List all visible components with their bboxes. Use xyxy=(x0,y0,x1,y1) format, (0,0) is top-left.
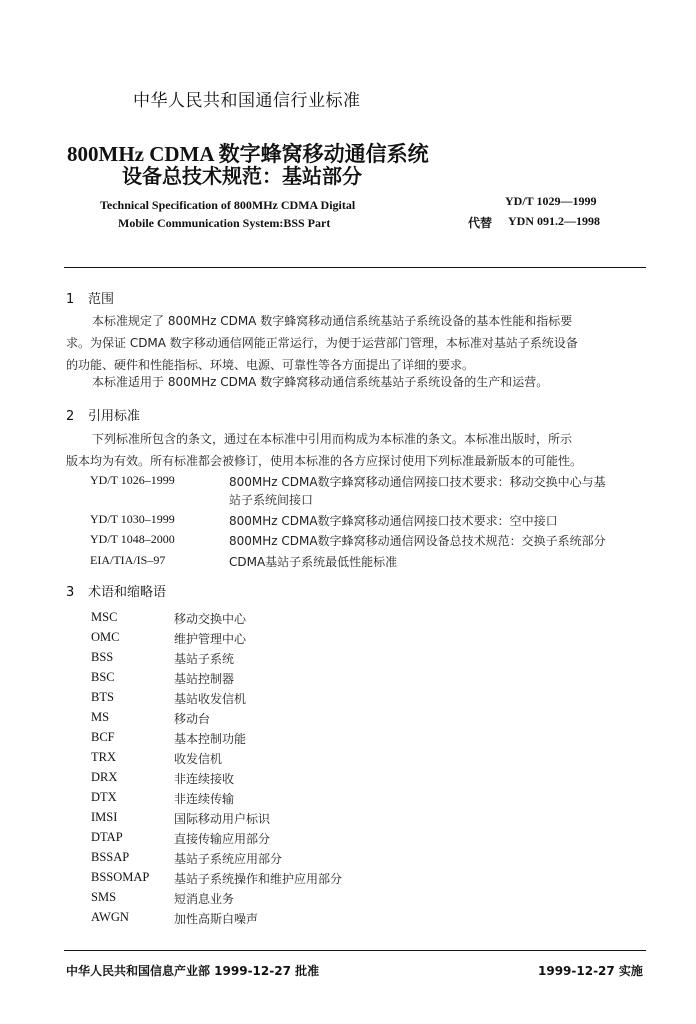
abbreviation: MSC xyxy=(91,610,118,624)
abbreviation: AWGN xyxy=(91,910,129,924)
reference-code: YD/T 1048–2000 xyxy=(90,532,175,546)
paragraph-line: 下列标准所包含的条文，通过在本标准中引用而构成为本标准的条文。本标准出版时，所示 xyxy=(92,432,573,446)
reference-title-continued: 站子系统间接口 xyxy=(229,493,314,507)
section-title: 术语和缩略语 xyxy=(88,585,167,600)
abbreviation: BSC xyxy=(91,670,115,684)
abbreviation: TRX xyxy=(91,750,116,764)
paragraph-line: 版本均为有效。所有标准都会被修订，使用本标准的各方应探讨使用下列标准最新版本的可能性。 xyxy=(66,454,583,468)
abbreviation-definition: 移动台 xyxy=(174,712,211,726)
section-number: 2 xyxy=(66,409,75,424)
section-number: 1 xyxy=(66,292,75,307)
section-number: 3 xyxy=(66,585,75,600)
abbreviation-definition: 短消息业务 xyxy=(174,892,235,906)
abbreviation: SMS xyxy=(91,890,117,904)
publishing-org-header: 中华人民共和国通信行业标准 xyxy=(133,91,361,111)
abbreviation-definition: 非连续接收 xyxy=(174,772,235,786)
paragraph-line: 的功能、硬件和性能指标、环境、电源、可靠性等各方面提出了详细的要求。 xyxy=(66,358,475,372)
reference-title: 800MHz CDMA数字蜂窝移动通信网设备总技术规范：交换子系统部分 xyxy=(229,534,606,548)
replaced-standard-number: YDN 091.2—1998 xyxy=(508,214,600,228)
paragraph-line: 本标准规定了 800MHz CDMA 数字蜂窝移动通信系统基站子系统设备的基本性能和指标要 xyxy=(92,314,573,328)
abbreviation-definition: 非连续传输 xyxy=(174,792,235,806)
abbreviation-definition: 直接传输应用部分 xyxy=(174,832,271,846)
abbreviation-definition: 基本控制功能 xyxy=(174,732,247,746)
abbreviation: BSSOMAP xyxy=(91,870,150,884)
header-divider xyxy=(64,267,646,268)
abbreviation-definition: 基站子系统 xyxy=(174,652,235,666)
abbreviation: BSS xyxy=(91,650,114,664)
abbreviation: DTX xyxy=(91,790,117,804)
reference-title: CDMA基站子系统最低性能标准 xyxy=(229,555,398,569)
replaces-label: 代替 xyxy=(468,216,493,230)
scope-paragraph-1 xyxy=(66,310,646,376)
abbreviation: OMC xyxy=(91,630,120,644)
standard-number: YD/T 1029—1999 xyxy=(505,194,597,208)
abbreviation-definition: 基站收发信机 xyxy=(174,692,247,706)
section-1-heading xyxy=(66,288,114,307)
reference-code: YD/T 1030–1999 xyxy=(90,512,175,526)
paragraph-line: 求。为保证 CDMA 数字移动通信网能正常运行，为便于运营部门管理，本标准对基站子系统设备 xyxy=(66,336,578,350)
document-title-line-1: 800MHz CDMA 数字蜂窝移动通信系统 xyxy=(67,142,429,166)
abbreviation: IMSI xyxy=(91,810,118,824)
abbreviation: BTS xyxy=(91,690,114,704)
section-3-heading xyxy=(66,581,166,600)
reference-title: 800MHz CDMA数字蜂窝移动通信网接口技术要求：移动交换中心与基 xyxy=(229,475,606,489)
abbreviation: BCF xyxy=(91,730,115,744)
abbreviation-definition: 维护管理中心 xyxy=(174,632,247,646)
english-title-line-1: Technical Specification of 800MHz CDMA Digital xyxy=(100,198,356,212)
section-2-heading xyxy=(66,405,140,424)
abbreviation: BSSAP xyxy=(91,850,130,864)
abbreviation-definition: 基站子系统应用部分 xyxy=(174,852,283,866)
paragraph-line: 本标准适用于 800MHz CDMA 数字蜂窝移动通信系统基站子系统设备的生产和运营。 xyxy=(92,375,549,389)
references-intro xyxy=(66,428,646,472)
approval-note: 中华人民共和国信息产业部 1999-12-27 批准 xyxy=(66,964,320,978)
reference-code: YD/T 1026–1999 xyxy=(90,473,175,487)
abbreviation-definition: 加性高斯白噪声 xyxy=(174,912,259,926)
scope-paragraph-2 xyxy=(66,371,646,393)
reference-title: 800MHz CDMA数字蜂窝移动通信网接口技术要求：空中接口 xyxy=(229,514,558,528)
reference-code: EIA/TIA/IS–97 xyxy=(90,553,166,567)
abbreviation-definition: 移动交换中心 xyxy=(174,612,247,626)
abbreviation: MS xyxy=(91,710,110,724)
abbreviation-definition: 基站子系统操作和维护应用部分 xyxy=(174,872,343,886)
section-title: 引用标准 xyxy=(88,409,141,424)
implementation-date: 1999-12-27 实施 xyxy=(538,964,643,978)
abbreviation-definition: 国际移动用户标识 xyxy=(174,812,271,826)
abbreviation: DTAP xyxy=(91,830,123,844)
english-title-line-2: Mobile Communication System:BSS Part xyxy=(118,216,331,230)
abbreviation-definition: 收发信机 xyxy=(174,752,223,766)
document-title-line-2: 设备总技术规范：基站部分 xyxy=(122,164,362,188)
abbreviation: DRX xyxy=(91,770,118,784)
abbreviation-definition: 基站控制器 xyxy=(174,672,235,686)
footer-divider xyxy=(64,950,646,951)
section-title: 范围 xyxy=(88,292,115,307)
